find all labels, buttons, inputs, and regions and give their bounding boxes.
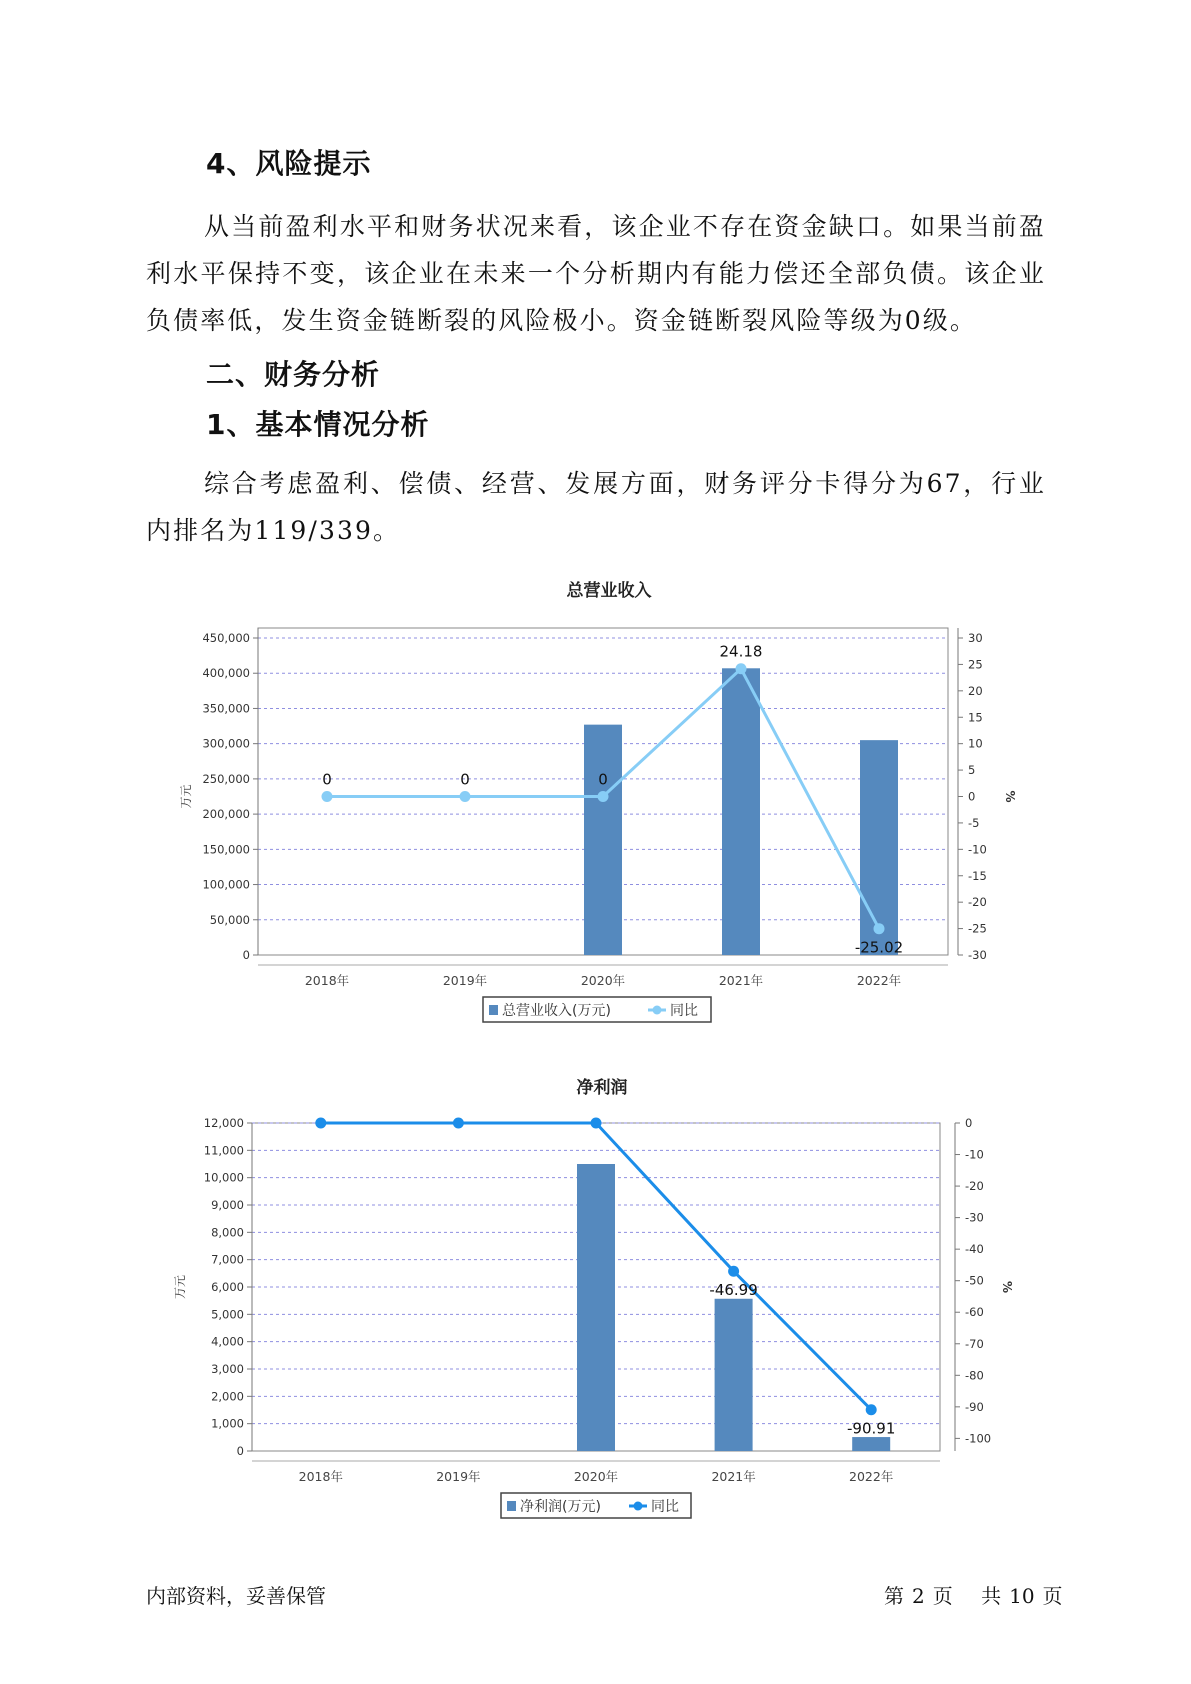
y2-tick-label: -10 (965, 1147, 984, 1162)
x-tick-label: 2022年 (849, 1469, 894, 1484)
y-tick-label: 4,000 (211, 1334, 244, 1349)
legend-line-marker (634, 1502, 643, 1511)
yoy-point (453, 1118, 464, 1129)
y-tick-label: 450,000 (202, 631, 250, 645)
data-label: 24.18 (719, 642, 763, 661)
x-tick-label: 2021年 (711, 1469, 756, 1484)
legend-bar-label: 总营业收入(万元) (502, 1003, 611, 1019)
y2-tick-label: 10 (968, 736, 983, 751)
x-tick-label: 2018年 (304, 973, 350, 988)
basic-analysis-heading: 1、基本情况分析 (206, 408, 430, 441)
yoy-point (598, 791, 609, 802)
y-tick-label: 100,000 (202, 877, 250, 892)
x-tick-label: 2020年 (580, 973, 626, 988)
y-tick-label: 2,000 (211, 1389, 244, 1404)
yoy-point (736, 663, 747, 674)
y-tick-label: 250,000 (202, 771, 250, 786)
yoy-point (874, 923, 885, 934)
legend-line-label: 同比 (651, 1499, 679, 1515)
y2-tick-label: -40 (965, 1242, 984, 1257)
y2-tick-label: 15 (968, 710, 983, 725)
y-tick-label: 300,000 (202, 736, 250, 751)
y2-tick-label: -30 (968, 948, 987, 962)
x-tick-label: 2019年 (442, 973, 488, 988)
y-tick-label: 350,000 (202, 701, 250, 716)
y-tick-label: 12,000 (203, 1116, 244, 1130)
x-tick-label: 2020年 (573, 1469, 619, 1484)
y2-tick-label: -20 (965, 1179, 984, 1194)
y2-tick-label: 25 (968, 657, 983, 672)
bar-2020年 (584, 725, 622, 955)
y2-tick-label: 20 (968, 683, 983, 698)
y2-tick-label: -5 (968, 815, 980, 830)
y-tick-label: 200,000 (202, 807, 250, 822)
legend-bar-label: 净利润(万元) (520, 1499, 601, 1515)
y2-tick-label: -10 (968, 842, 987, 857)
total-prefix: 共 (981, 1584, 1002, 1608)
legend-line-marker (653, 1006, 662, 1015)
y2-tick-label: 30 (968, 631, 983, 645)
y2-tick-label: 0 (968, 789, 976, 804)
y2-tick-label: -25 (968, 921, 987, 936)
bar-2020年 (577, 1164, 615, 1451)
x-tick-label: 2021年 (718, 973, 764, 988)
data-label: 0 (598, 770, 608, 789)
y-tick-label: 10,000 (203, 1170, 244, 1185)
data-label: -46.99 (709, 1281, 758, 1300)
y2-tick-label: -50 (965, 1273, 984, 1288)
x-tick-label: 2019年 (436, 1469, 481, 1484)
yoy-point (460, 791, 471, 802)
profit-chart (0, 1068, 1191, 1528)
y2-tick-label: -70 (965, 1336, 984, 1351)
footer-confidential: 内部资料，妥善保管 (146, 1584, 326, 1608)
data-label: -25.02 (854, 938, 904, 957)
page-num: 2 (912, 1584, 925, 1608)
chart-title: 净利润 (576, 1078, 628, 1098)
y-tick-label: 150,000 (202, 842, 250, 857)
x-tick-label: 2018年 (298, 1469, 343, 1484)
total-suffix: 页 (1042, 1584, 1063, 1608)
finance-heading: 二、财务分析 (206, 358, 381, 391)
legend-bar-swatch (489, 1005, 498, 1015)
yoy-point (322, 791, 333, 802)
yoy-point (315, 1118, 326, 1129)
data-label: 0 (460, 770, 470, 789)
footer-page-number (884, 1580, 1071, 1609)
y2-tick-label: -100 (965, 1431, 992, 1446)
page-prefix: 第 (884, 1584, 904, 1608)
y-tick-label: 0 (236, 1444, 244, 1458)
y2-tick-label: -60 (965, 1305, 984, 1320)
bar-2021年 (722, 668, 760, 955)
y-tick-label: 0 (242, 948, 250, 962)
y2-tick-label: -20 (968, 895, 987, 910)
bar-2022年 (860, 740, 898, 955)
y-tick-label: 1,000 (211, 1416, 244, 1431)
legend-bar-swatch (507, 1501, 516, 1511)
y2-axis-title: % (1003, 790, 1017, 803)
chart-title: 总营业收入 (566, 581, 652, 601)
y-tick-label: 9,000 (211, 1198, 244, 1212)
y-tick-label: 50,000 (209, 912, 250, 927)
yoy-point (866, 1404, 877, 1415)
x-tick-label: 2022年 (856, 973, 902, 988)
yoy-point (728, 1266, 739, 1277)
bar-2022年 (852, 1437, 890, 1451)
y2-tick-label: 5 (968, 763, 976, 778)
y-tick-label: 6,000 (211, 1280, 244, 1294)
data-label: 0 (322, 770, 332, 789)
basic-analysis-paragraph: 综合考虑盈利、偿债、经营、发展方面，财务评分卡得分为67，行业内排名为119/339。 (146, 469, 1046, 545)
y2-tick-label: -30 (965, 1210, 984, 1225)
legend-line-label: 同比 (670, 1003, 698, 1019)
y-axis-title: 万元 (179, 784, 193, 809)
y-tick-label: 7,000 (211, 1252, 244, 1267)
y-tick-label: 8,000 (211, 1225, 244, 1240)
y-tick-label: 3,000 (211, 1362, 244, 1376)
y2-tick-label: -15 (968, 868, 987, 883)
bar-2021年 (715, 1299, 753, 1451)
revenue-chart (0, 570, 1191, 1030)
risk-heading: 4、风险提示 (206, 147, 372, 180)
y2-tick-label: 0 (965, 1116, 973, 1130)
y2-tick-label: -80 (965, 1368, 984, 1383)
y2-tick-label: -90 (965, 1399, 984, 1414)
y-axis-title: 万元 (173, 1274, 187, 1300)
page-suffix: 页 (932, 1584, 953, 1608)
y-tick-label: 5,000 (211, 1307, 244, 1322)
risk-paragraph: 从当前盈利水平和财务状况来看，该企业不存在资金缺口。如果当前盈利水平保持不变，该企业在未来一个分析期内有能力偿还全部负债。该企业负债率低，发生资金链断裂的风险极小。资金链断裂风险等级为0级。 (146, 212, 1046, 335)
y-tick-label: 11,000 (203, 1143, 244, 1158)
data-label: -90.91 (847, 1419, 896, 1438)
y2-axis-title: % (1000, 1280, 1014, 1294)
yoy-point (591, 1118, 602, 1129)
y-tick-label: 400,000 (202, 666, 250, 681)
total-num: 10 (1009, 1584, 1035, 1608)
